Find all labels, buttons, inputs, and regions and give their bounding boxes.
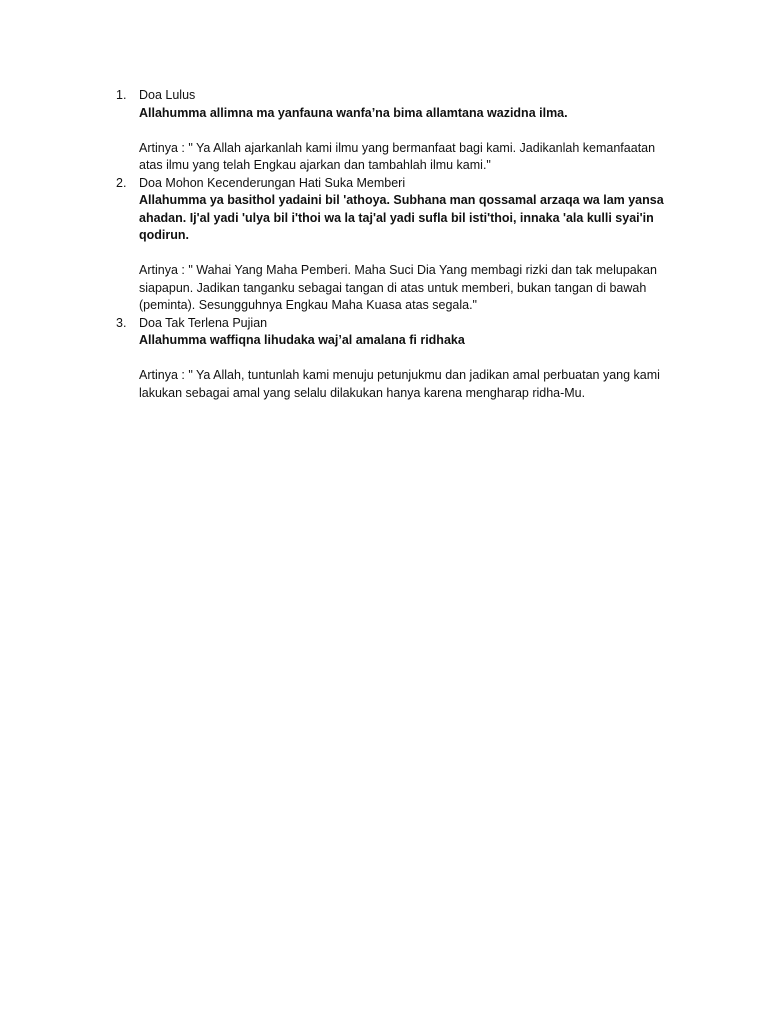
item-number: 3. bbox=[116, 315, 127, 330]
item-number: 1. bbox=[116, 88, 127, 102]
item-meaning: Artinya : " Ya Allah, tuntunlah kami menuju petunjukmu dan jadikan amal perbuatan yang kami lakukan sebagai amal yang selalu dilakukan hanya karena mengharap ridha-Mu. bbox=[139, 368, 660, 400]
item-prayer-text: Allahumma ya basithol yadaini bil 'athoya. Subhana man qossamal arzaqa wa lam yansa ahadan. Ij'al yadi 'ulya bil i'thoi wa la taj'al yadi sufla bil isti'thoi, innaka 'ala kulli syai'in qodirun. bbox=[139, 193, 664, 242]
item-title: Doa Tak Terlena Pujian bbox=[139, 315, 268, 330]
list-item bbox=[116, 175, 676, 315]
item-title: Doa Mohon Kecenderungan Hati Suka Memberi bbox=[139, 175, 406, 190]
item-title: Doa Lulus bbox=[139, 88, 196, 102]
item-number: 2. bbox=[116, 175, 127, 190]
item-prayer-text: Allahumma waffiqna lihudaka waj’al amalana fi ridhaka bbox=[139, 333, 465, 347]
list-item bbox=[116, 87, 676, 175]
prayer-list bbox=[116, 87, 676, 402]
item-prayer-text: Allahumma allimna ma yanfauna wanfa’na bima allamtana wazidna ilma. bbox=[139, 105, 568, 120]
item-meaning: Artinya : " Wahai Yang Maha Pemberi. Maha Suci Dia Yang membagi rizki dan tak melupakan siapapun. Jadikan tanganku sebagai tangan di atas untuk memberi, bukan tangan di bawah (peminta). Sesungguhnya Engkau Maha Kuasa atas segala." bbox=[139, 263, 657, 312]
item-meaning: Artinya : " Ya Allah ajarkanlah kami ilmu yang bermanfaat bagi kami. Jadikanlah kemanfaatan atas ilmu yang telah Engkau ajarkan dan tambahlah ilmu kami." bbox=[139, 140, 656, 172]
list-item bbox=[116, 315, 676, 403]
